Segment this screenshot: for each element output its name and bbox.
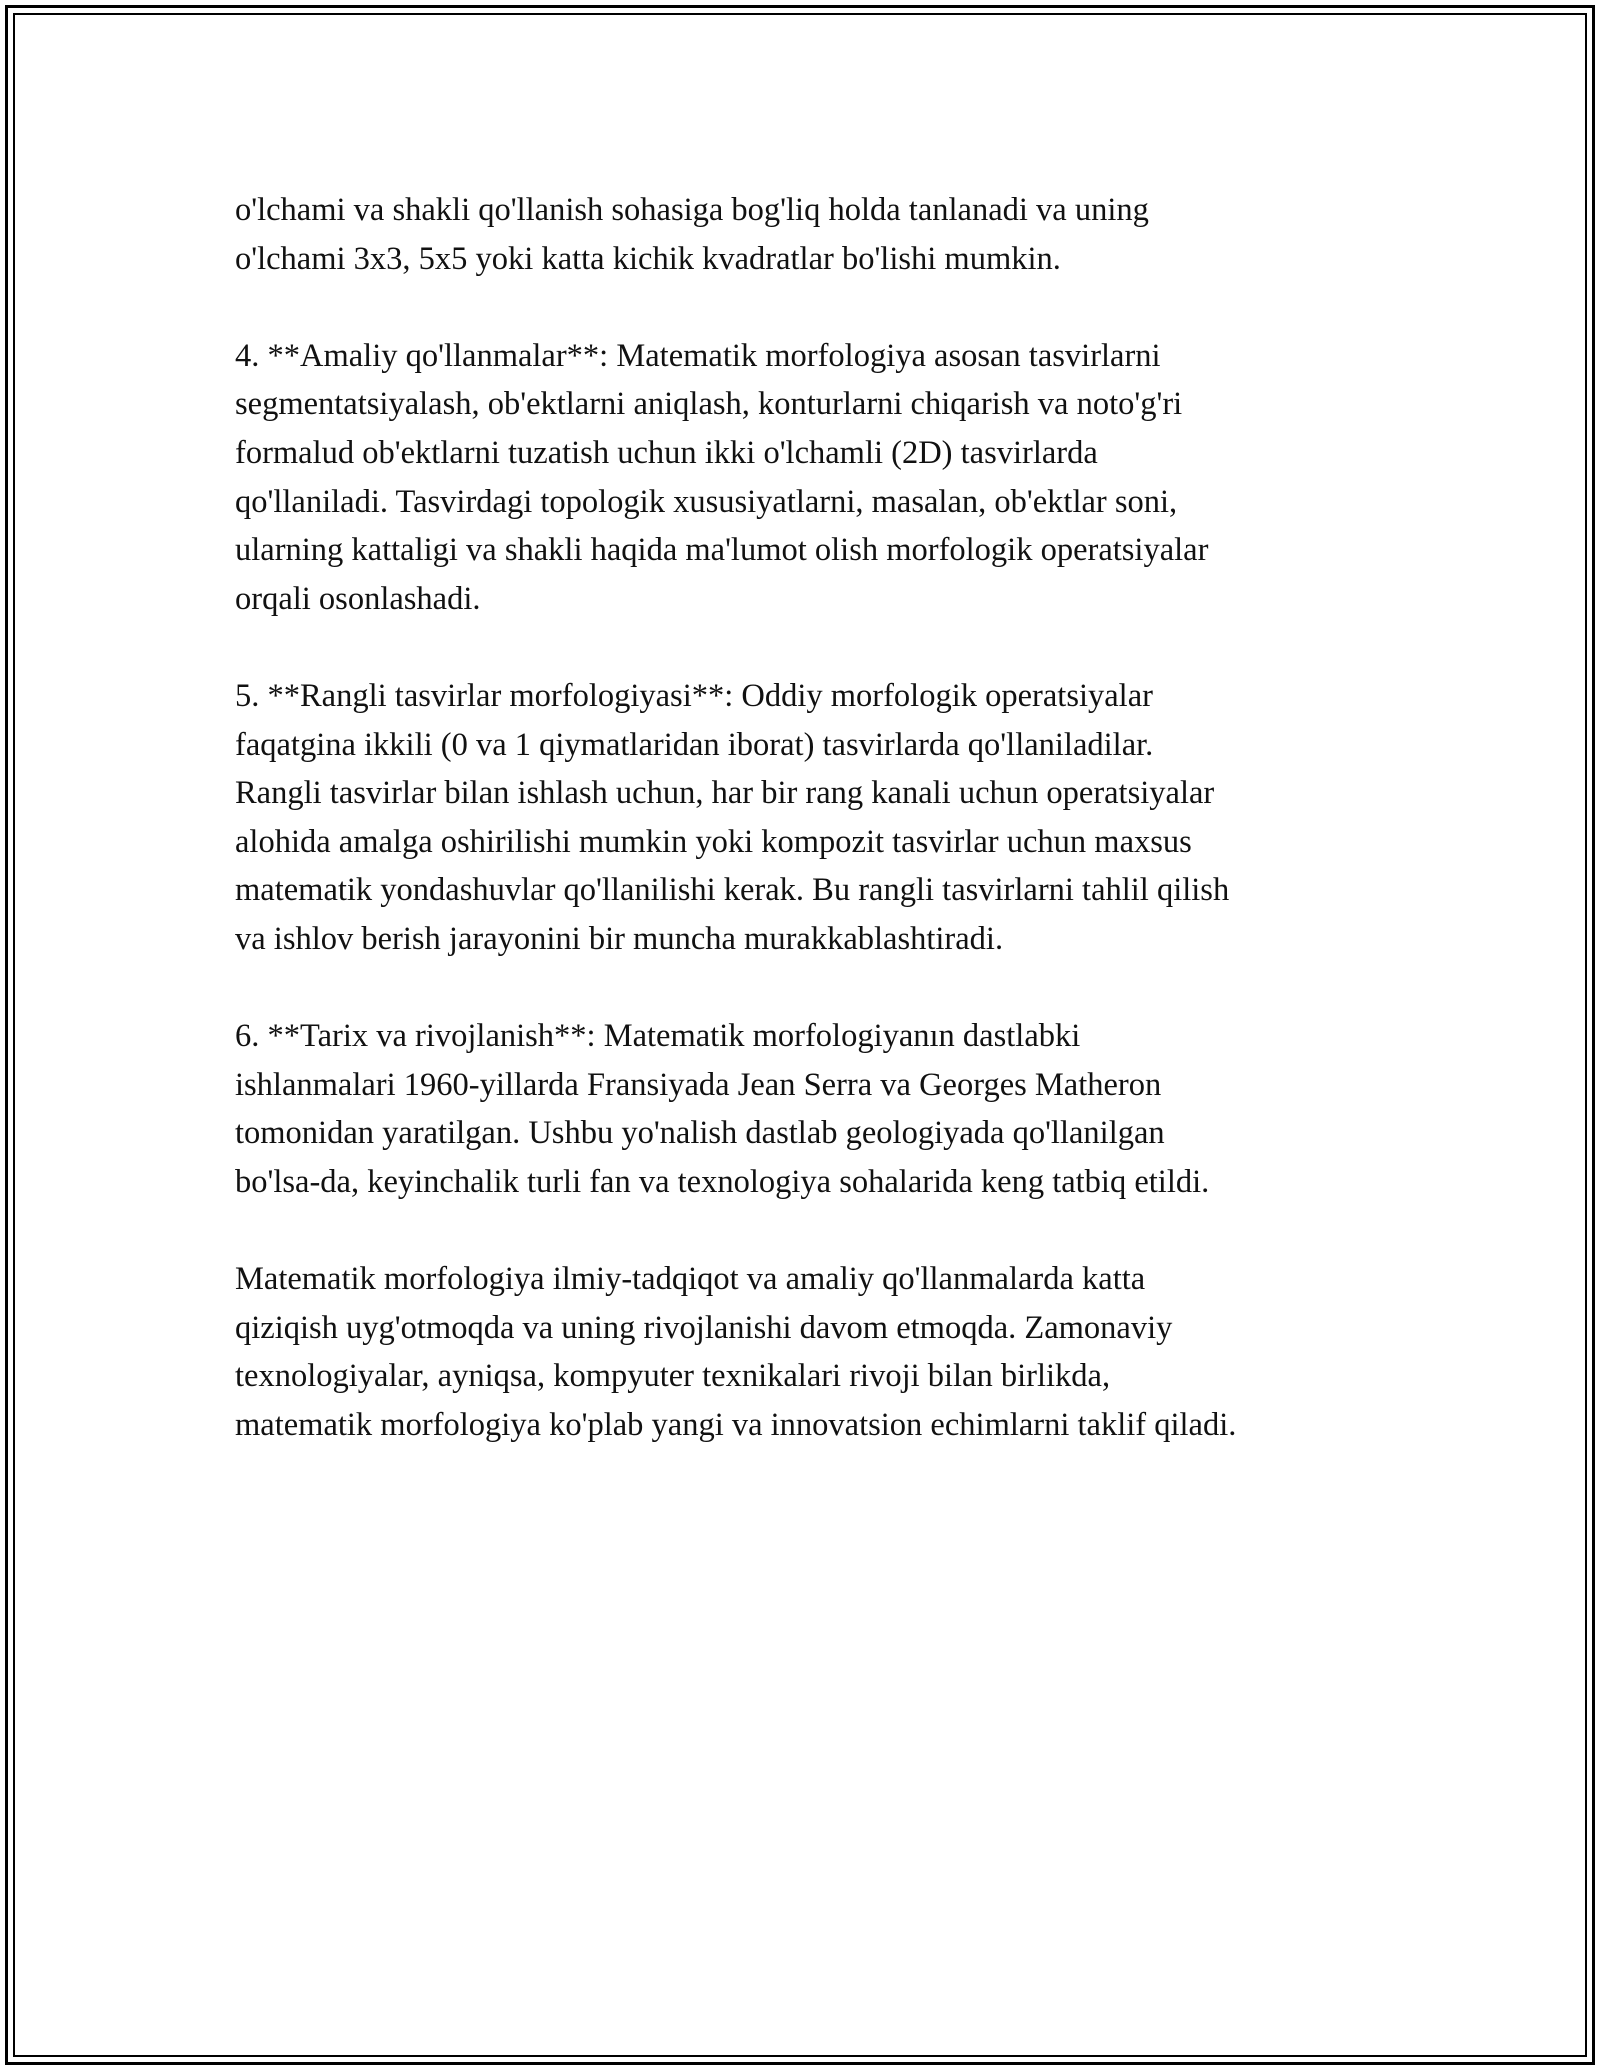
text-line: Matematik morfologiya ilmiy-tadqiqot va amaliy qo'llanmalarda katta	[235, 1261, 1146, 1298]
text-line: ishlanmalari 1960-yillarda Fransiyada Jean Serra va Georges Matheron	[235, 1066, 1162, 1103]
text-line: texnologiyalar, ayniqsa, kompyuter texnikalari rivoji bilan birlikda,	[235, 1358, 1111, 1395]
text-line: 4. **Amaliy qo'llanmalar**: Matematik morfologiya asosan tasvirlarni	[235, 337, 1161, 374]
text-line: matematik yondashuvlar qo'llanilishi kerak. Bu rangli tasvirlarni tahlil qilish	[235, 872, 1230, 909]
paragraph-conclusion	[235, 1255, 1415, 1449]
text-line: matematik morfologiya ko'plab yangi va innovatsion echimlarni taklif qiladi.	[235, 1406, 1237, 1443]
document-body	[235, 186, 1415, 1498]
text-line: faqatgina ikkili (0 va 1 qiymatlaridan iborat) tasvirlarda qo'llaniladilar.	[235, 726, 1154, 763]
paragraph-structuring-element-size	[235, 186, 1415, 283]
text-line: 6. **Tarix va rivojlanish**: Matematik morfologiyanın dastlabki	[235, 1018, 1081, 1055]
text-line: tomonidan yaratilgan. Ushbu yo'nalish dastlab geologiyada qo'llanilgan	[235, 1115, 1165, 1152]
text-line: o'lchami va shakli qo'llanish sohasiga bog'liq holda tanlanadi va uning	[235, 192, 1149, 228]
text-line: orqali osonlashadi.	[235, 580, 481, 617]
paragraph-color-morphology	[235, 672, 1415, 964]
text-line: va ishlov berish jarayonini bir muncha murakkablashtiradi.	[235, 920, 1004, 957]
text-line: 5. **Rangli tasvirlar morfologiyasi**: Oddiy morfologik operatsiyalar	[235, 677, 1153, 714]
text-line: qiziqish uyg'otmoqda va uning rivojlanishi davom etmoqda. Zamonaviy	[235, 1309, 1173, 1346]
paragraph-practical-applications	[235, 332, 1415, 624]
paragraph-history-development	[235, 1012, 1415, 1206]
text-line: segmentatsiyalash, ob'ektlarni aniqlash, konturlarni chiqarish va noto'g'ri	[235, 386, 1183, 423]
text-line: Rangli tasvirlar bilan ishlash uchun, har bir rang kanali uchun operatsiyalar	[235, 775, 1215, 812]
text-line: alohida amalga oshirilishi mumkin yoki kompozit tasvirlar uchun maxsus	[235, 823, 1192, 860]
text-line: formalud ob'ektlarni tuzatish uchun ikki o'lchamli (2D) tasvirlarda	[235, 434, 1098, 471]
text-line: bo'lsa-da, keyinchalik turli fan va texnologiya sohalarida keng tatbiq etildi.	[235, 1163, 1210, 1200]
text-line: ularning kattaligi va shakli haqida ma'lumot olish morfologik operatsiyalar	[235, 532, 1209, 569]
text-line: o'lchami 3x3, 5x5 yoki katta kichik kvadratlar bo'lishi mumkin.	[235, 240, 1061, 277]
text-line: qo'llaniladi. Tasvirdagi topologik xususiyatlarni, masalan, ob'ektlar soni,	[235, 483, 1178, 520]
